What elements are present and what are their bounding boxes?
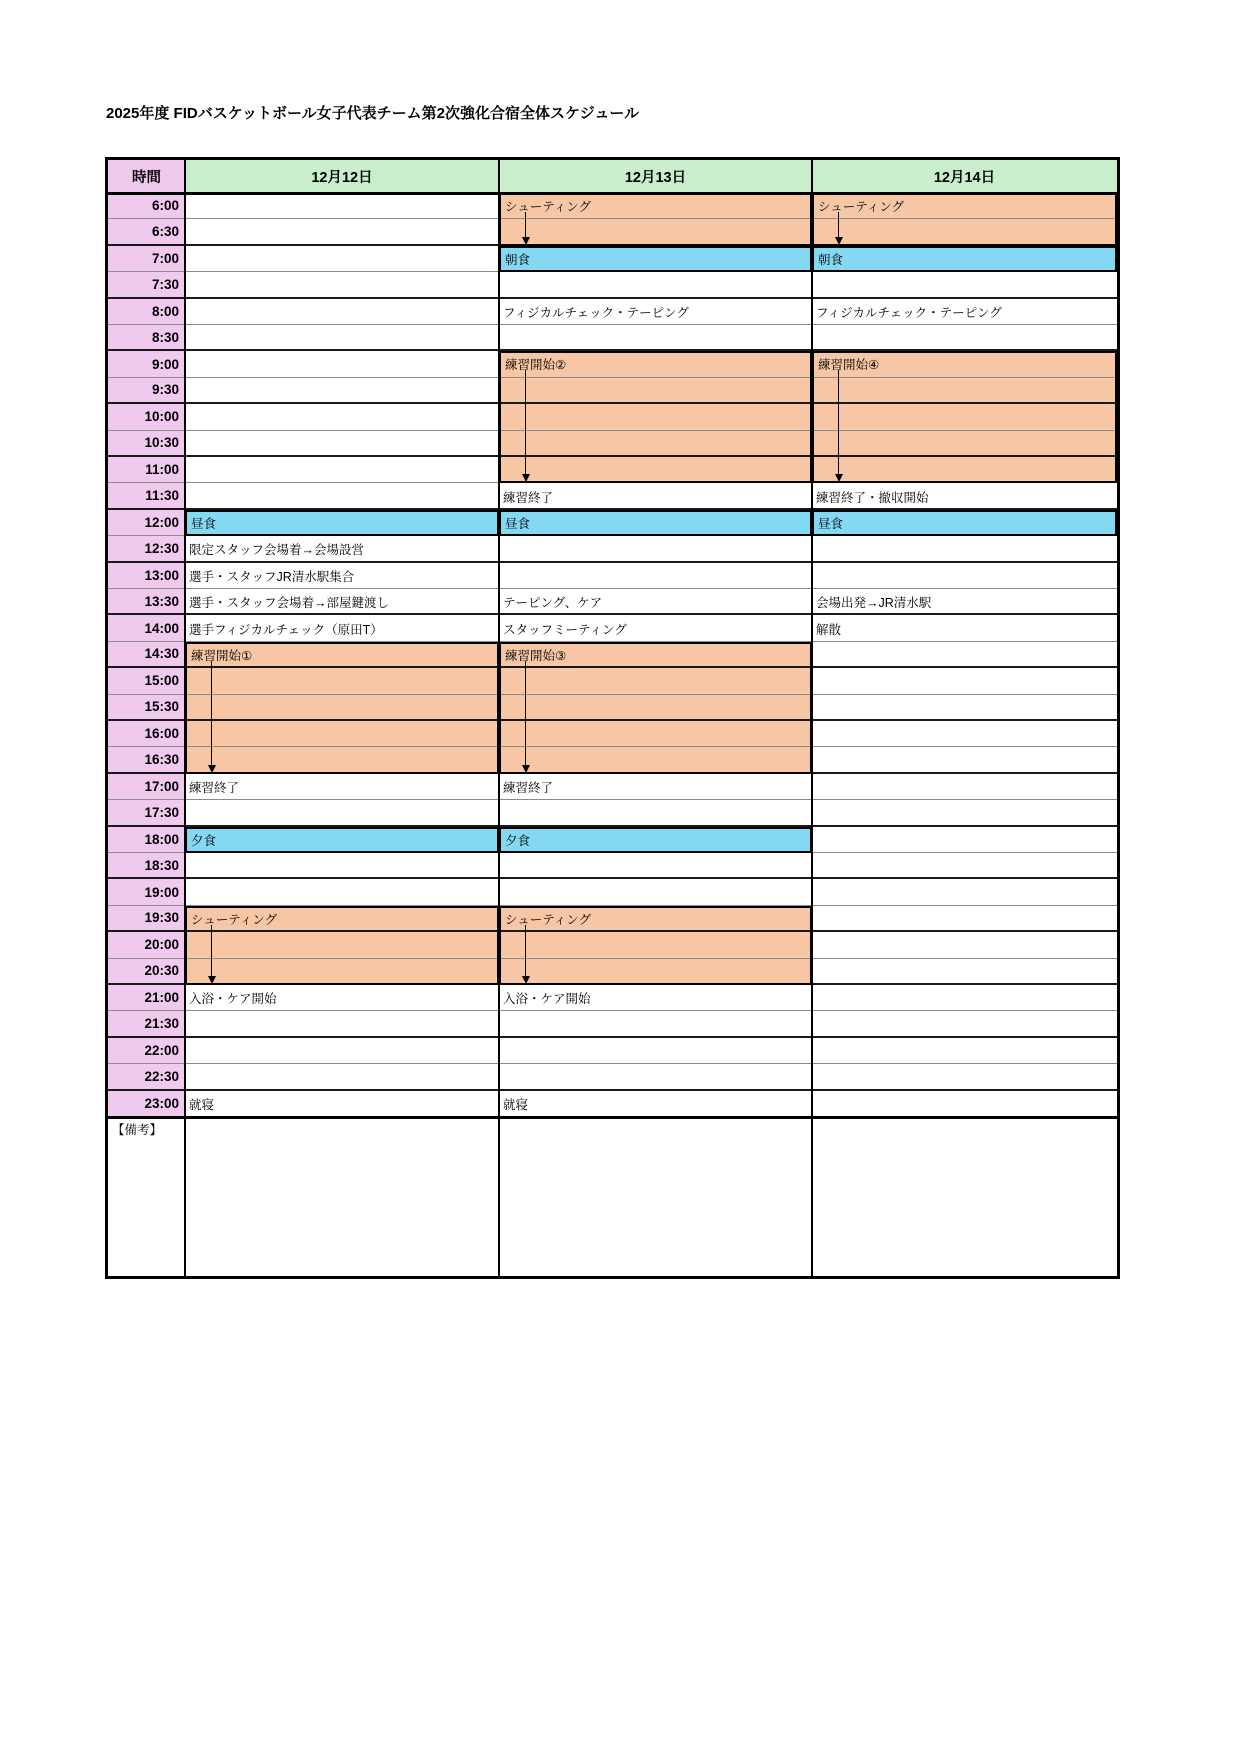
schedule-cell xyxy=(185,299,499,325)
time-label: 15:30 xyxy=(144,699,179,715)
time-label: 11:00 xyxy=(145,462,179,478)
time-label: 13:00 xyxy=(144,567,179,583)
event-label: 練習終了・撤収開始 xyxy=(816,490,929,505)
schedule-cell xyxy=(185,378,499,404)
event-block xyxy=(812,246,1117,272)
event-label: シューティング xyxy=(191,912,278,927)
schedule-cell xyxy=(812,1011,1117,1037)
event-label: 練習開始② xyxy=(505,358,567,373)
schedule-cell xyxy=(812,985,1117,1011)
time-label: 18:30 xyxy=(144,857,179,873)
event-label: 限定スタッフ会場着→会場設営 xyxy=(189,543,365,558)
time-label: 11:30 xyxy=(145,488,179,504)
event-label: 練習開始③ xyxy=(505,648,567,663)
time-label: 18:00 xyxy=(144,831,179,847)
schedule-cell xyxy=(499,325,812,351)
notes-cell xyxy=(185,1117,499,1276)
schedule-cell xyxy=(812,1038,1117,1064)
event-label: 就寝 xyxy=(503,1097,529,1112)
column-header-date-1: 12月12日 xyxy=(185,160,499,193)
schedule-cell xyxy=(812,774,1117,800)
notes-cell xyxy=(499,1117,812,1276)
time-label: 17:30 xyxy=(144,804,179,820)
schedule-cell xyxy=(185,800,499,826)
schedule-cell xyxy=(185,351,499,377)
event-label: 昼食 xyxy=(818,516,844,531)
down-arrow-icon xyxy=(208,765,216,773)
time-label: 6:30 xyxy=(151,224,179,240)
notes-cell xyxy=(812,1117,1117,1276)
time-cell xyxy=(108,985,185,1011)
schedule-cell xyxy=(499,1064,812,1090)
schedule-cell xyxy=(812,853,1117,879)
time-label: 9:30 xyxy=(151,382,179,398)
time-cell xyxy=(108,219,185,245)
time-cell xyxy=(108,853,185,879)
event-label: シューティング xyxy=(818,200,905,214)
event-block xyxy=(185,510,499,536)
time-label: 19:00 xyxy=(144,884,179,900)
event-label: 入浴・ケア開始 xyxy=(189,992,277,1007)
column-header-date-3: 12月14日 xyxy=(812,160,1117,193)
column-header-time: 時間 xyxy=(108,160,185,193)
event-block xyxy=(812,193,1117,246)
schedule-cell xyxy=(499,800,812,826)
event-label: 昼食 xyxy=(191,516,217,531)
time-label: 8:30 xyxy=(151,329,179,345)
event-label: 入浴・ケア開始 xyxy=(503,992,591,1007)
down-arrow-icon xyxy=(211,661,212,765)
event-label: 解散 xyxy=(816,622,842,637)
time-cell xyxy=(108,747,185,773)
event-label: フィジカルチェック・テーピング xyxy=(503,305,689,320)
time-label: 14:00 xyxy=(144,620,179,636)
notes-label: 【備考】 xyxy=(112,1123,163,1137)
event-label: 就寝 xyxy=(189,1097,215,1112)
time-cell xyxy=(108,378,185,404)
schedule-cell xyxy=(812,747,1117,773)
time-cell xyxy=(108,1038,185,1064)
schedule-cell xyxy=(812,879,1117,905)
time-cell xyxy=(108,351,185,377)
event-block xyxy=(185,827,499,853)
down-arrow-icon xyxy=(525,212,526,237)
event-block xyxy=(499,906,812,985)
time-label: 20:00 xyxy=(144,937,179,953)
time-label: 14:30 xyxy=(144,646,179,662)
time-label: 22:30 xyxy=(144,1068,179,1084)
down-arrow-icon xyxy=(525,370,526,474)
schedule-cell xyxy=(185,853,499,879)
event-label: 夕食 xyxy=(505,833,531,848)
time-label: 20:30 xyxy=(144,963,179,979)
event-block xyxy=(185,642,499,774)
schedule-cell xyxy=(812,1064,1117,1090)
down-arrow-icon xyxy=(208,976,216,984)
schedule-cell xyxy=(185,272,499,298)
header-divider xyxy=(108,192,1117,195)
schedule-cell xyxy=(812,1091,1117,1117)
time-label: 8:00 xyxy=(151,303,179,319)
time-cell xyxy=(108,483,185,509)
time-label: 7:30 xyxy=(151,276,179,292)
time-label: 13:30 xyxy=(144,593,179,609)
schedule-cell xyxy=(499,1011,812,1037)
schedule-cell xyxy=(185,1064,499,1090)
time-cell xyxy=(108,642,185,668)
event-label: 選手・スタッフ会場着→部屋鍵渡し xyxy=(189,596,390,611)
event-block xyxy=(812,510,1117,536)
event-label: 夕食 xyxy=(191,833,217,848)
time-cell xyxy=(108,272,185,298)
time-label: 10:30 xyxy=(144,435,179,451)
time-cell xyxy=(108,800,185,826)
down-arrow-icon xyxy=(522,474,530,482)
time-label: 22:00 xyxy=(144,1042,179,1058)
schedule-cell xyxy=(185,404,499,430)
event-label: 会場出発→JR清水駅 xyxy=(816,596,932,611)
page-title: 2025年度 FIDバスケットボール女子代表チーム第2次強化合宿全体スケジュール xyxy=(106,105,640,122)
schedule-cell xyxy=(185,325,499,351)
time-cell xyxy=(108,774,185,800)
time-label: 15:00 xyxy=(144,673,179,689)
down-arrow-icon xyxy=(525,925,526,976)
time-label: 21:30 xyxy=(144,1016,179,1032)
time-label: 17:00 xyxy=(144,778,179,794)
event-block xyxy=(499,193,812,246)
time-cell xyxy=(108,695,185,721)
time-label: 12:30 xyxy=(144,540,179,556)
schedule-cell xyxy=(812,695,1117,721)
event-label: 練習終了 xyxy=(503,490,554,505)
schedule-cell xyxy=(185,1011,499,1037)
event-label: フィジカルチェック・テーピング xyxy=(816,305,1002,320)
schedule-cell xyxy=(812,827,1117,853)
schedule-cell xyxy=(812,906,1117,932)
schedule-cell xyxy=(185,879,499,905)
time-cell xyxy=(108,563,185,589)
time-label: 21:00 xyxy=(144,990,179,1006)
event-label: シューティング xyxy=(505,200,592,214)
time-cell xyxy=(108,906,185,932)
schedule-cell xyxy=(499,853,812,879)
time-cell xyxy=(108,1011,185,1037)
event-label: 練習終了 xyxy=(189,780,240,795)
schedule-cell xyxy=(812,800,1117,826)
time-cell xyxy=(108,589,185,615)
time-cell xyxy=(108,457,185,483)
schedule-cell xyxy=(812,536,1117,562)
time-cell xyxy=(108,431,185,457)
event-block xyxy=(499,642,812,774)
schedule-cell xyxy=(812,668,1117,694)
event-block xyxy=(185,906,499,985)
schedule-cell xyxy=(812,563,1117,589)
time-cell xyxy=(108,510,185,536)
schedule-cell xyxy=(812,959,1117,985)
event-label: 練習開始④ xyxy=(818,358,880,373)
event-block xyxy=(499,246,812,272)
time-cell xyxy=(108,721,185,747)
down-arrow-icon xyxy=(838,370,839,474)
time-label: 6:00 xyxy=(151,198,179,214)
time-cell xyxy=(108,959,185,985)
time-label: 10:00 xyxy=(144,409,179,425)
event-block xyxy=(812,351,1117,483)
time-cell xyxy=(108,536,185,562)
down-arrow-icon xyxy=(522,976,530,984)
event-label: 選手フィジカルチェック（原田T） xyxy=(189,622,383,637)
down-arrow-icon xyxy=(835,474,843,482)
event-label: 昼食 xyxy=(505,516,531,531)
event-block xyxy=(499,351,812,483)
schedule-cell xyxy=(185,1038,499,1064)
time-cell xyxy=(108,1064,185,1090)
schedule-cell xyxy=(185,219,499,245)
time-cell xyxy=(108,325,185,351)
time-label: 19:30 xyxy=(144,910,179,926)
schedule-cell xyxy=(185,483,499,509)
event-label: 練習終了 xyxy=(503,780,554,795)
time-label: 12:00 xyxy=(144,514,179,530)
down-arrow-icon xyxy=(525,661,526,765)
schedule-cell xyxy=(185,193,499,219)
event-label: テーピング、ケア xyxy=(503,596,603,611)
event-label: シューティング xyxy=(505,912,592,927)
event-block xyxy=(499,827,812,853)
down-arrow-icon xyxy=(522,237,530,245)
event-block xyxy=(499,510,812,536)
time-label: 16:00 xyxy=(144,726,179,742)
time-label: 7:00 xyxy=(151,250,179,266)
time-cell xyxy=(108,246,185,272)
schedule-cell xyxy=(812,642,1117,668)
time-label: 16:30 xyxy=(144,752,179,768)
time-cell xyxy=(108,1091,185,1117)
schedule-table xyxy=(105,157,1120,1279)
down-arrow-icon xyxy=(838,212,839,237)
time-cell xyxy=(108,932,185,958)
schedule-cell xyxy=(499,563,812,589)
schedule-cell xyxy=(812,325,1117,351)
schedule-cell xyxy=(185,431,499,457)
schedule-cell xyxy=(499,1038,812,1064)
schedule-cell xyxy=(812,272,1117,298)
schedule-cell xyxy=(185,457,499,483)
event-label: 朝食 xyxy=(818,252,844,267)
time-cell xyxy=(108,193,185,219)
time-cell xyxy=(108,615,185,641)
column-header-date-2: 12月13日 xyxy=(499,160,812,193)
notes-time-cell xyxy=(108,1117,185,1276)
down-arrow-icon xyxy=(211,925,212,976)
down-arrow-icon xyxy=(522,765,530,773)
event-label: 朝食 xyxy=(505,252,531,267)
event-label: スタッフミーティング xyxy=(503,622,627,637)
event-label: 練習開始① xyxy=(191,648,253,663)
time-cell xyxy=(108,299,185,325)
schedule-cell xyxy=(499,272,812,298)
time-cell xyxy=(108,827,185,853)
down-arrow-icon xyxy=(835,237,843,245)
time-cell xyxy=(108,404,185,430)
time-label: 23:00 xyxy=(144,1096,179,1112)
event-label: 選手・スタッフJR清水駅集合 xyxy=(189,569,355,584)
time-label: 9:00 xyxy=(151,356,179,372)
schedule-cell xyxy=(499,536,812,562)
schedule-cell xyxy=(812,932,1117,958)
time-cell xyxy=(108,668,185,694)
schedule-cell xyxy=(185,246,499,272)
schedule-cell xyxy=(812,721,1117,747)
schedule-cell xyxy=(499,879,812,905)
time-cell xyxy=(108,879,185,905)
